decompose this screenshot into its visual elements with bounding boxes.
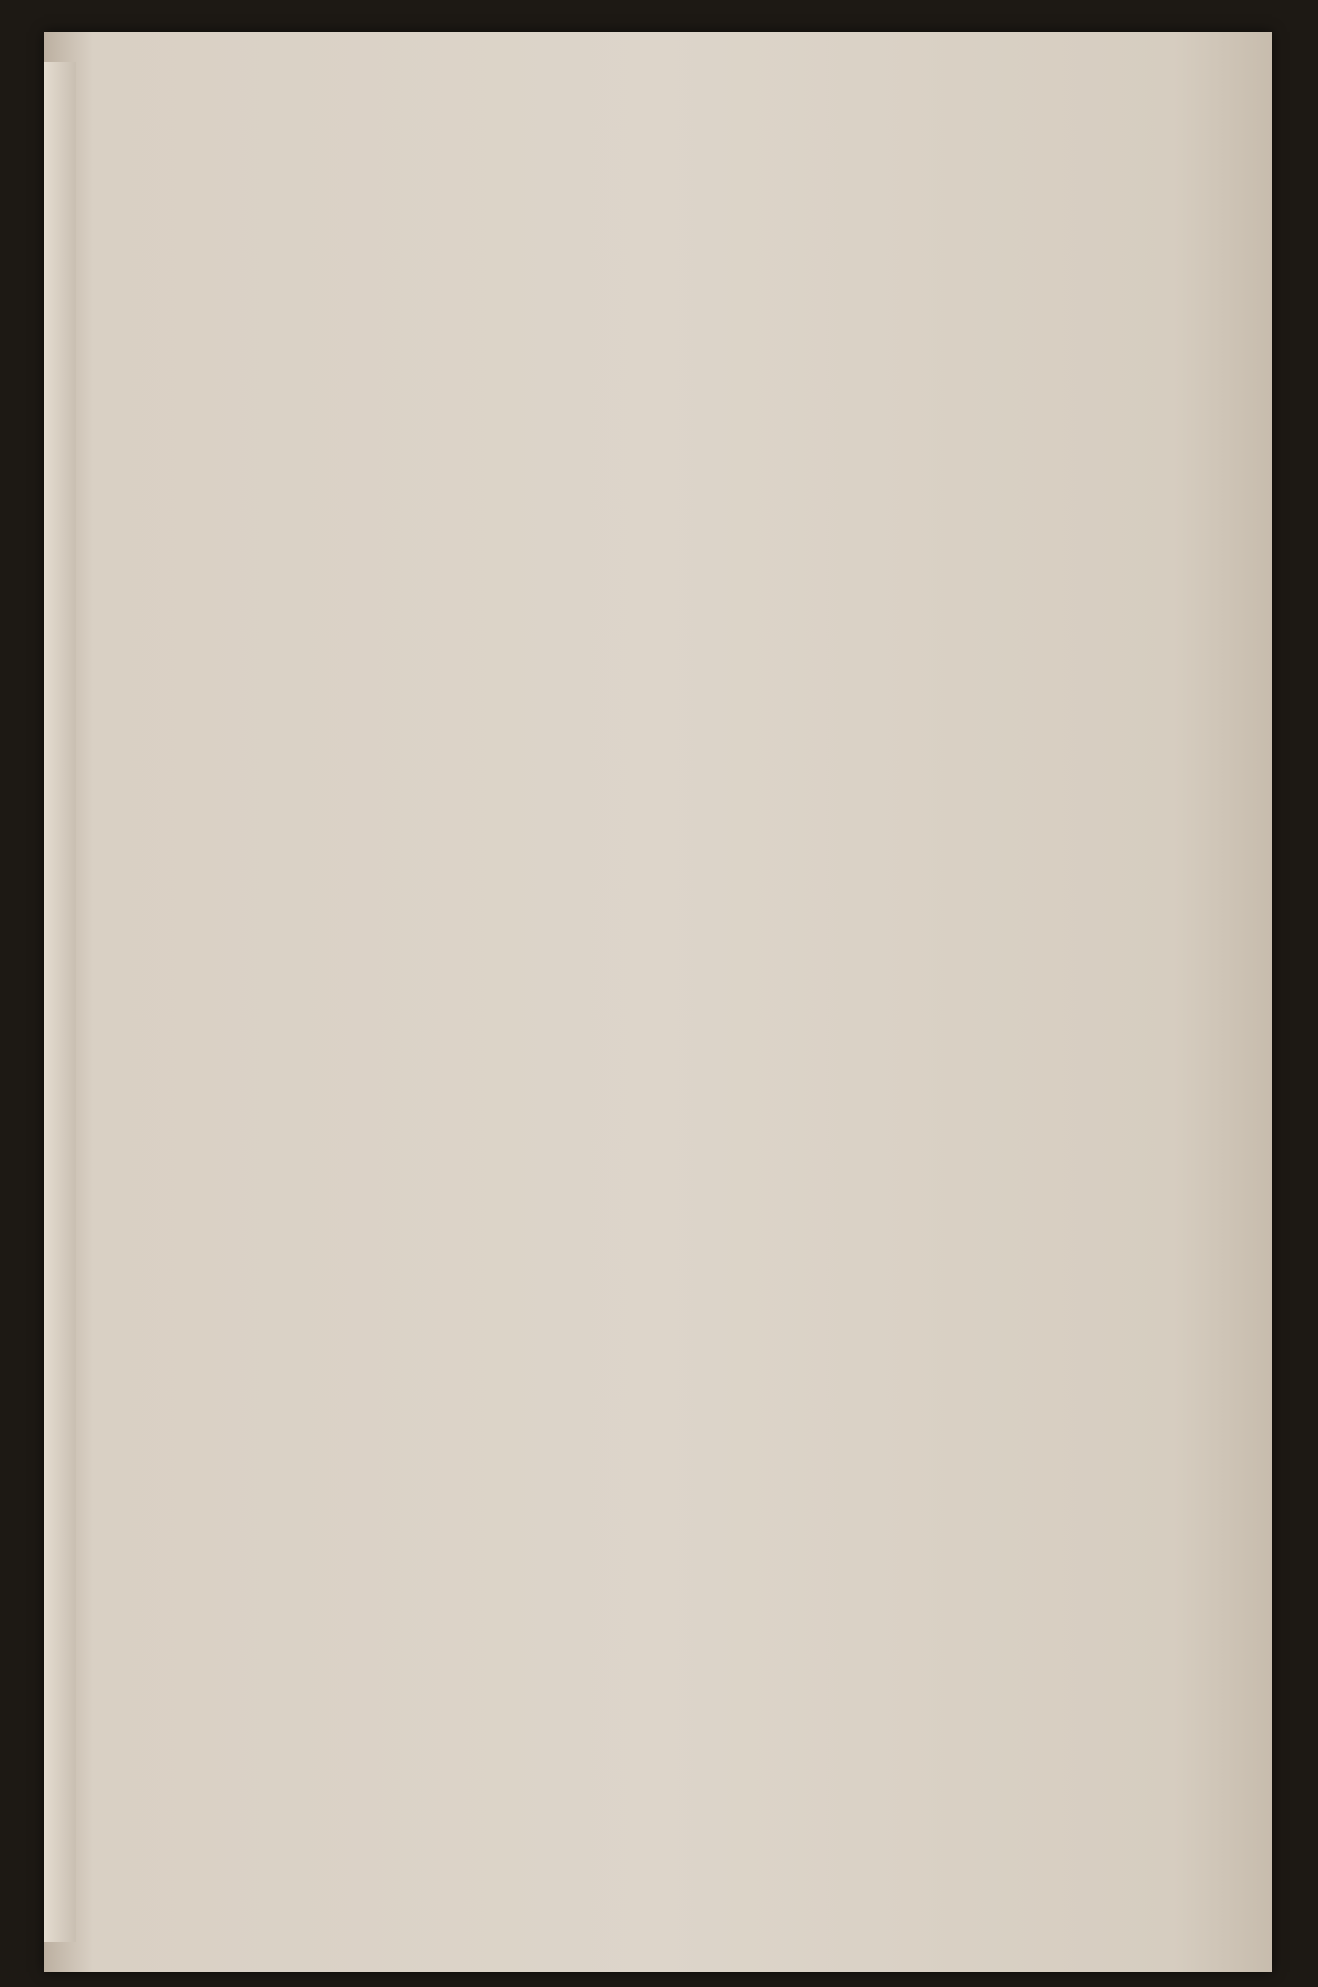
page-text xyxy=(44,32,1272,1972)
book-page xyxy=(44,32,1272,1972)
